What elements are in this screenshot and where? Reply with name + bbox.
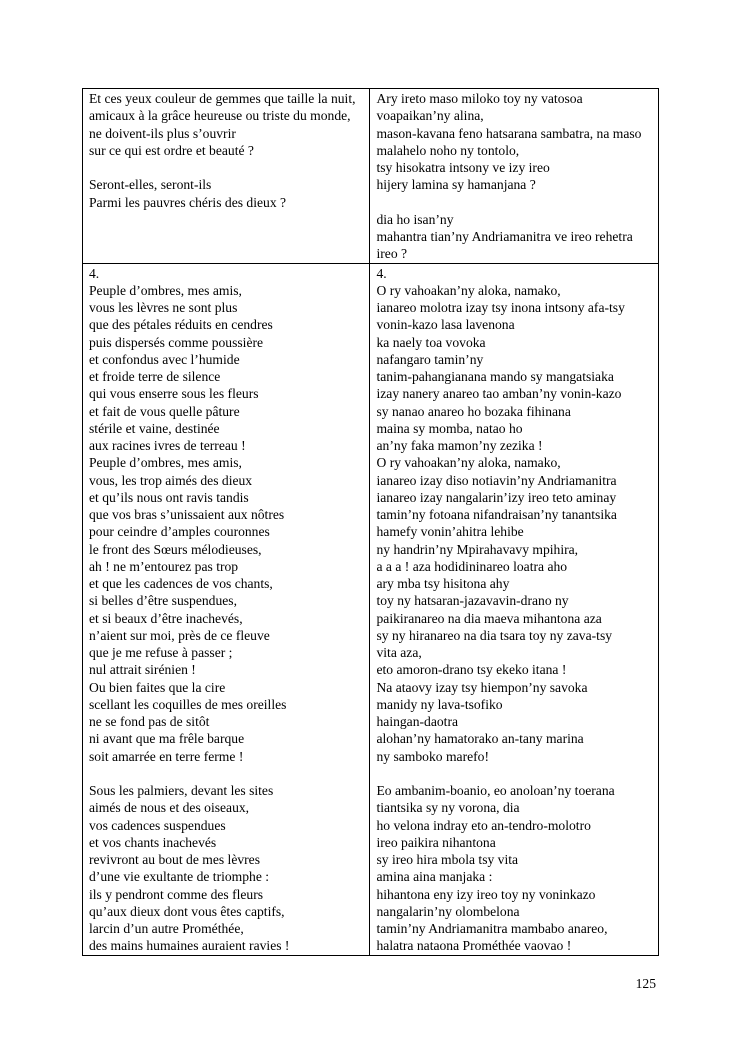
verse-line: Seront-elles, seront-ils bbox=[89, 177, 212, 193]
verse-line: mahantra tian’ny Andriamanitra ve ireo rehetra ireo ? bbox=[376, 229, 633, 262]
verse-line: soit amarrée en terre ferme ! bbox=[89, 748, 244, 764]
verse-line: O ry vahoakan’ny aloka, namako, bbox=[376, 455, 561, 471]
verse-line: mason-kavana feno hatsarana sambatra, na maso malahelo noho ny tontolo, bbox=[376, 125, 642, 158]
verse-line: ianareo izay diso notiavin’ny Andriamanitra bbox=[376, 472, 617, 488]
verse-line: toy ny hatsaran-jazavavin-drano ny bbox=[376, 593, 569, 609]
verse-line: sy nanao anareo ho bozaka fihinana bbox=[376, 403, 571, 419]
verse-line: Peuple d’ombres, mes amis, bbox=[89, 455, 242, 471]
verse-line: vous, les trop aimés des dieux bbox=[89, 472, 253, 488]
verse-line: aimés de nous et des oiseaux, bbox=[89, 800, 250, 816]
verse-line: ianareo molotra izay tsy inona intsony afa-tsy bbox=[376, 300, 625, 315]
verse-line: et que les cadences de vos chants, bbox=[89, 576, 273, 591]
verse-line: tamin’ny fotoana nifandraisan’ny tanantsika bbox=[376, 507, 617, 522]
verse-line: ny samboko marefo! bbox=[376, 748, 489, 764]
verse-line: ils y pendront comme des fleurs bbox=[89, 886, 264, 902]
verse-line: d’une vie exultante de triomphe : bbox=[89, 869, 270, 885]
verse-line: vos cadences suspendues bbox=[89, 817, 226, 833]
verse-line: Na ataovy izay tsy hiempon’ny savoka bbox=[376, 679, 588, 695]
poem-translation-table bbox=[82, 88, 659, 956]
verse-line: qu’aux dieux dont vous êtes captifs, bbox=[89, 903, 285, 919]
verse-line: Parmi les pauvres chéris des dieux ? bbox=[89, 194, 287, 210]
verse-line: Ou bien faites que la cire bbox=[89, 679, 226, 695]
verse-line: et confondus avec l’humide bbox=[89, 351, 240, 367]
verse-line: des mains humaines auraient ravies ! bbox=[89, 938, 290, 954]
verse-line: ho velona indray eto an-tendro-molotro bbox=[376, 817, 591, 833]
verse-line: ianareo izay nangalarin’izy ireo teto aminay bbox=[376, 489, 617, 505]
verse-line: tanim-pahangianana mando sy mangatsiaka bbox=[376, 369, 614, 384]
stanza-break bbox=[89, 765, 363, 782]
verse-line: O ry vahoakan’ny aloka, namako, bbox=[376, 282, 561, 298]
verse-line: aux racines ivres de terreau ! bbox=[89, 438, 246, 453]
verse-line: et si beaux d’être inachevés, bbox=[89, 610, 243, 626]
verse-line: dia ho isan’ny bbox=[376, 211, 454, 227]
verse-line: alohan’ny hamatorako an-tany marina bbox=[376, 731, 584, 747]
verse-line: tiantsika sy ny vorona, dia bbox=[376, 800, 520, 816]
verse-line: tamin’ny Andriamanitra mambabo anareo, bbox=[376, 921, 608, 936]
verse-line: ary mba tsy hisitona ahy bbox=[376, 576, 510, 591]
verse-line: Et ces yeux couleur de gemmes que taille la nuit, bbox=[89, 91, 356, 106]
verse-line: sy ireo hira mbola tsy vita bbox=[376, 852, 519, 867]
verse-line: ne se fond pas de sitôt bbox=[89, 714, 210, 729]
stanza-break bbox=[376, 194, 652, 211]
malagasy-cell bbox=[370, 89, 659, 264]
verse-line: larcin d’un autre Prométhée, bbox=[89, 921, 244, 936]
stanza-break bbox=[89, 159, 363, 176]
verse-line: an’ny faka mamon’ny zezika ! bbox=[376, 438, 543, 453]
verse-line: hihantona eny izy ireo toy ny voninkazo bbox=[376, 886, 596, 902]
verse-line: revivront au bout de mes lèvres bbox=[89, 852, 261, 867]
verse-line: maina sy momba, natao ho bbox=[376, 420, 523, 436]
french-cell bbox=[83, 263, 370, 955]
verse-line: amina aina manjaka : bbox=[376, 869, 493, 885]
verse-line: haingan-daotra bbox=[376, 714, 459, 729]
verse-line: vonin-kazo lasa lavenona bbox=[376, 317, 515, 333]
verse-line: sur ce qui est ordre et beauté ? bbox=[89, 142, 254, 158]
verse-line: ni avant que ma frêle barque bbox=[89, 731, 245, 747]
verse-line: nangalarin’ny olombelona bbox=[376, 903, 520, 919]
verse-line: hijery lamina sy hamanjana ? bbox=[376, 177, 536, 193]
verse-line: stérile et vaine, destinée bbox=[89, 420, 220, 436]
verse-line: a a a ! aza hodidininareo loatra aho bbox=[376, 558, 568, 574]
verse-line: Peuple d’ombres, mes amis, bbox=[89, 282, 242, 298]
verse-line: si belles d’être suspendues, bbox=[89, 593, 237, 609]
verse-line: et vos chants inachevés bbox=[89, 834, 217, 850]
verse-line: ne doivent-ils plus s’ouvrir bbox=[89, 125, 236, 141]
verse-line: n’aient sur moi, près de ce fleuve bbox=[89, 627, 270, 643]
verse-line: eto amoron-drano tsy ekeko itana ! bbox=[376, 662, 567, 678]
malagasy-cell bbox=[370, 263, 659, 955]
verse-line: qui vous enserre sous les fleurs bbox=[89, 386, 259, 402]
verse-line: Ary ireto maso miloko toy ny vatosoa voapaikan’ny alina, bbox=[376, 91, 583, 124]
table-row bbox=[83, 263, 659, 955]
verse-line: et qu’ils nous ont ravis tandis bbox=[89, 489, 249, 505]
verse-line: ka naely toa vovoka bbox=[376, 334, 486, 350]
verse-line: que vos bras s’unissaient aux nôtres bbox=[89, 507, 285, 522]
verse-line: ny handrin’ny Mpirahavavy mpihira, bbox=[376, 541, 579, 557]
verse-line: hamefy vonin’ahitra lehibe bbox=[376, 524, 524, 540]
verse-line: que je me refuse à passer ; bbox=[89, 645, 233, 660]
verse-line: manidy ny lava-tsofiko bbox=[376, 696, 503, 712]
stanza-number: 4. bbox=[376, 265, 387, 281]
page-number: 125 bbox=[635, 976, 656, 991]
verse-line: et fait de vous quelle pâture bbox=[89, 403, 240, 419]
verse-line: halatra nataona Prométhée vaovao ! bbox=[376, 938, 572, 954]
verse-line: paikiranareo na dia maeva mihantona aza bbox=[376, 610, 602, 626]
verse-line: que des pétales réduits en cendres bbox=[89, 317, 273, 333]
verse-line: puis dispersés comme poussière bbox=[89, 334, 264, 350]
table-row bbox=[83, 89, 659, 264]
verse-line: ah ! ne m’entourez pas trop bbox=[89, 558, 239, 574]
french-cell bbox=[83, 89, 370, 264]
verse-line: vita aza, bbox=[376, 645, 422, 660]
verse-line: ireo paikira nihantona bbox=[376, 834, 496, 850]
verse-line: et froide terre de silence bbox=[89, 369, 221, 384]
verse-line: amicaux à la grâce heureuse ou triste du monde, bbox=[89, 108, 351, 124]
stanza-number: 4. bbox=[89, 265, 100, 281]
verse-line: pour ceindre d’amples couronnes bbox=[89, 524, 270, 540]
verse-line: Eo ambanim-boanio, eo anoloan’ny toerana bbox=[376, 783, 615, 798]
verse-line: nafangaro tamin’ny bbox=[376, 351, 484, 367]
verse-line: Sous les palmiers, devant les sites bbox=[89, 783, 274, 798]
stanza-break bbox=[376, 765, 652, 782]
verse-line: vous les lèvres ne sont plus bbox=[89, 300, 238, 315]
verse-line: scellant les coquilles de mes oreilles bbox=[89, 696, 287, 712]
verse-line: sy ny hiranareo na dia tsara toy ny zava-tsy bbox=[376, 627, 613, 643]
verse-line: tsy hisokatra intsony ve izy ireo bbox=[376, 160, 550, 175]
verse-line: nul attrait sirénien ! bbox=[89, 662, 196, 678]
verse-line: izay nanery anareo tao amban’ny vonin-kazo bbox=[376, 386, 622, 402]
verse-line: le front des Sœurs mélodieuses, bbox=[89, 541, 262, 557]
